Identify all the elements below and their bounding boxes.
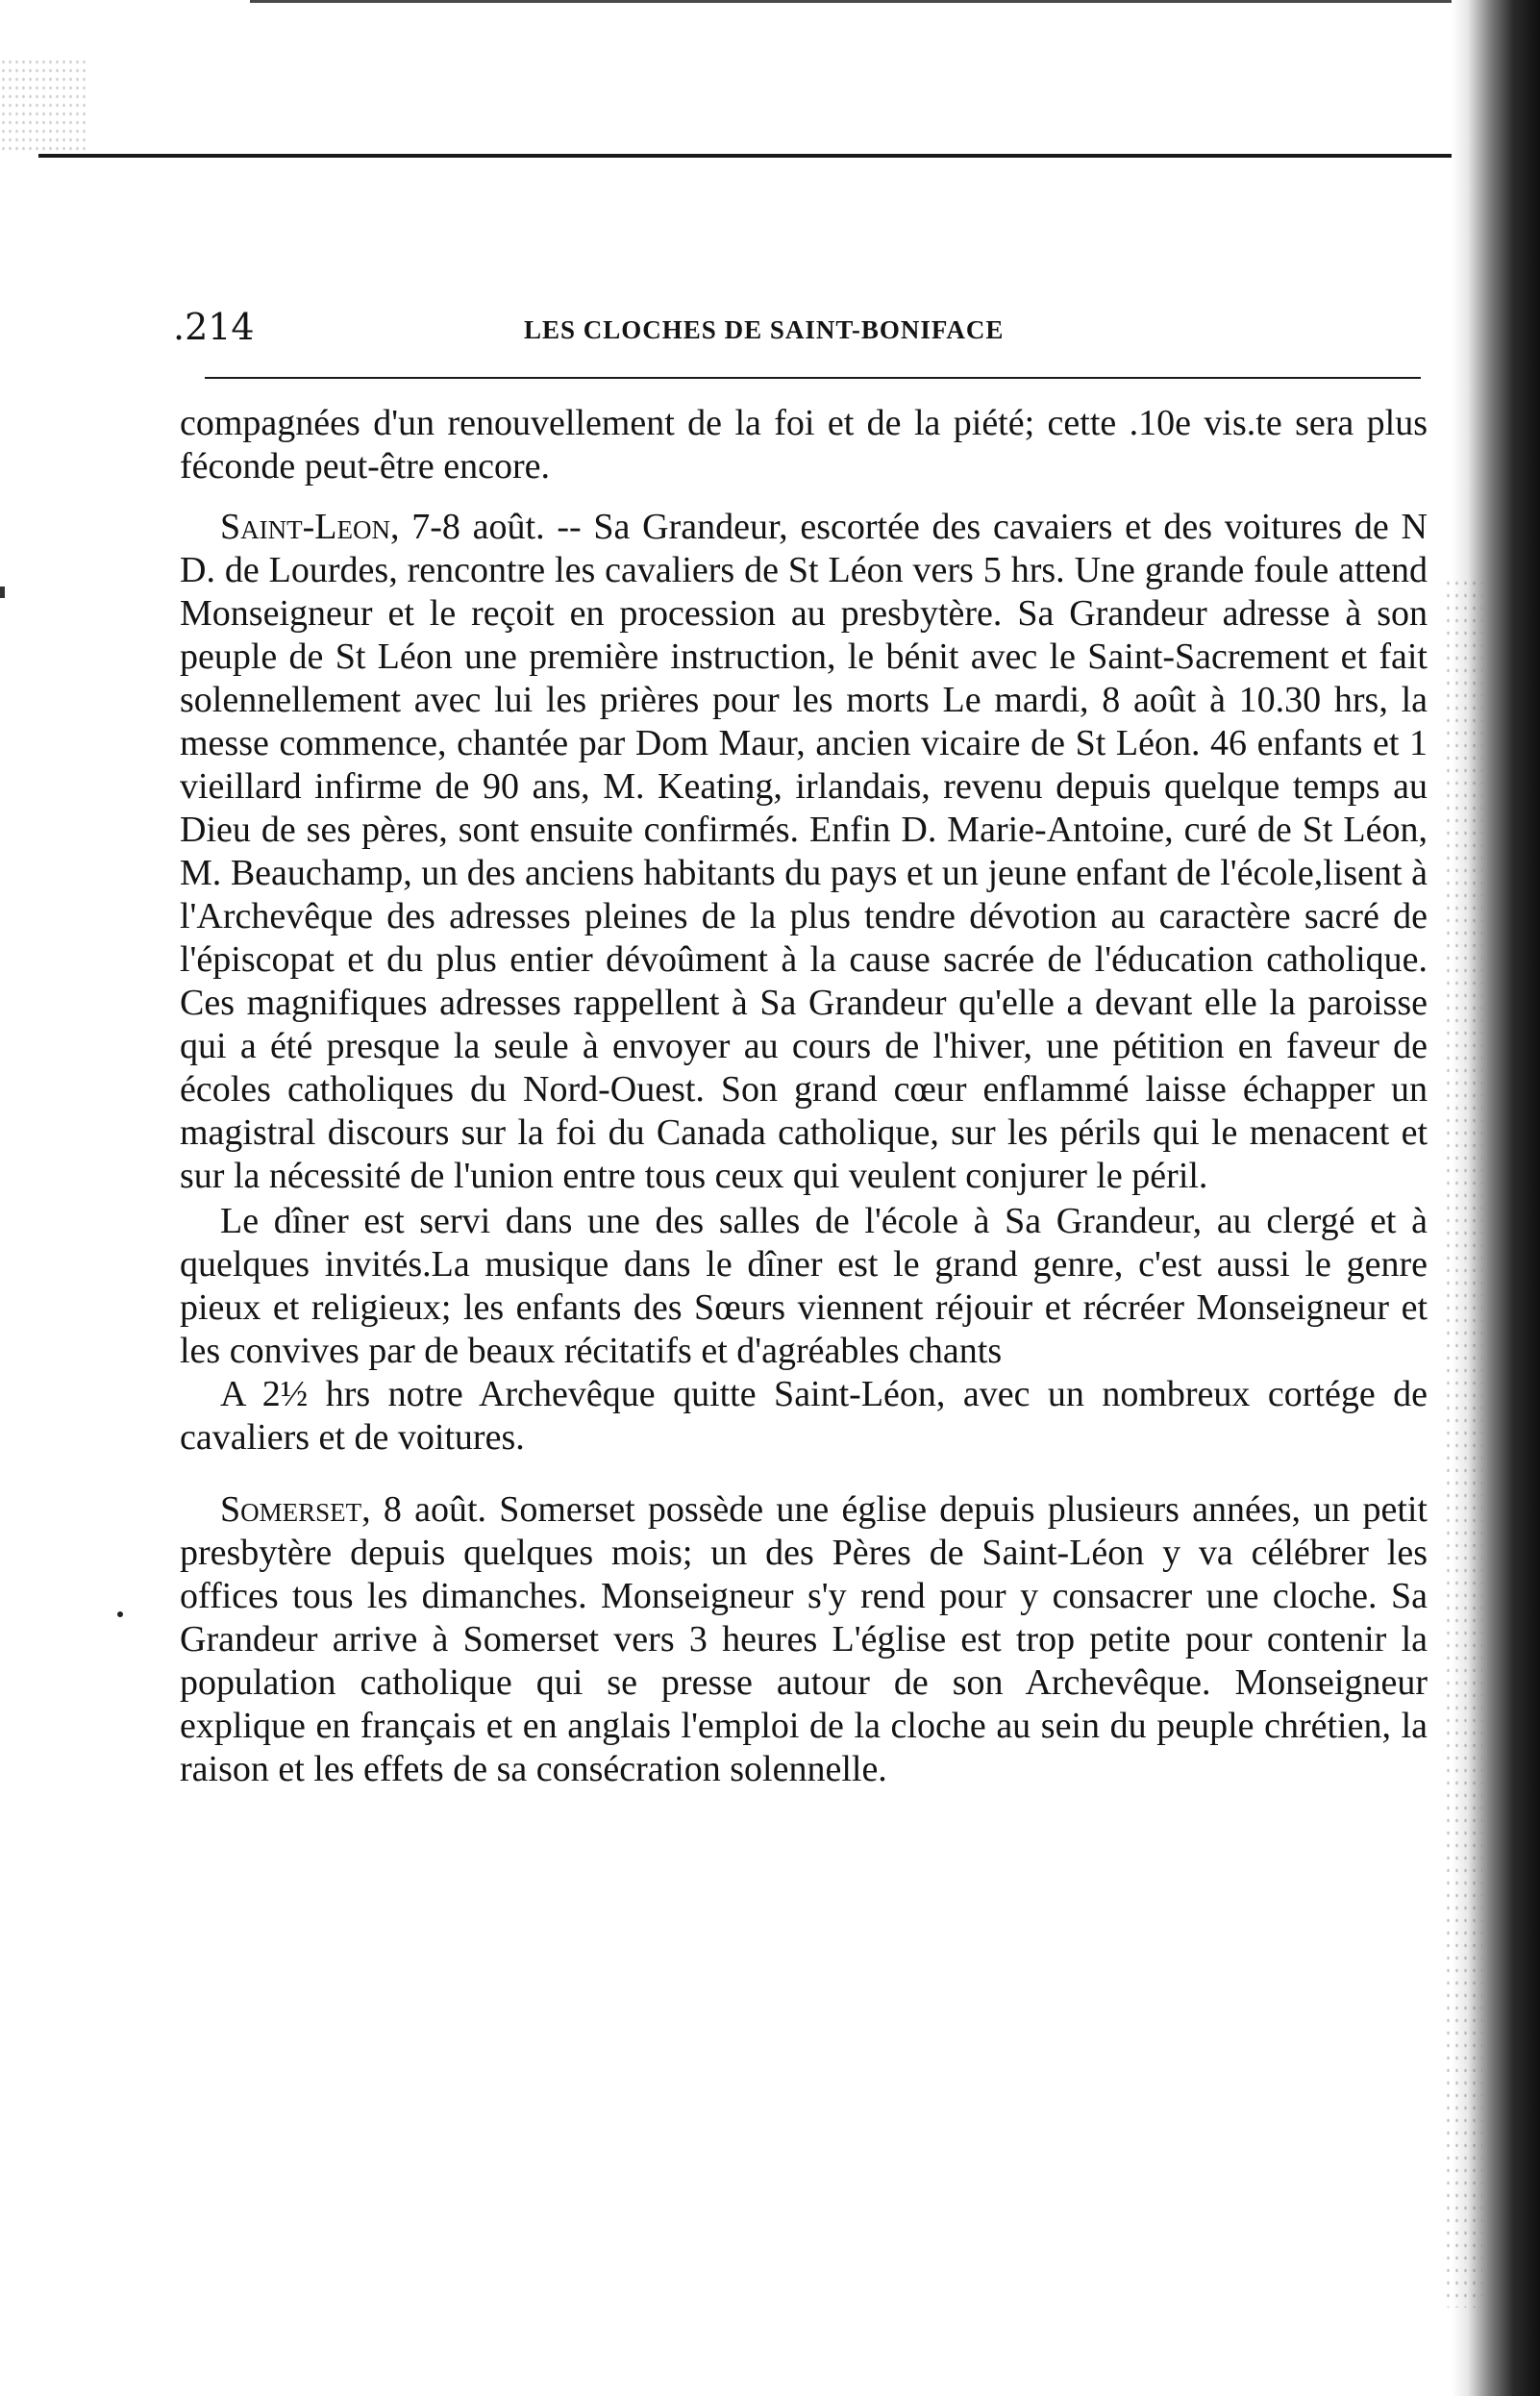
paragraph-continuation: [180, 402, 1428, 488]
paragraph-text: compagnées d'un renouvellement de la foi et de la piété; cette .10e vis.te sera plus féconde peut-être encore.: [180, 403, 1428, 487]
header-rule: [205, 377, 1421, 379]
page-header: [173, 306, 1413, 354]
top-scan-border: [38, 154, 1452, 158]
paragraph-text: Le dîner est servi dans une des salles de l'école à Sa Grandeur, au clergé et à quelques invités.La musique dans le dîner est le grand genre, c'est aussi le genre pieux et religieux; les enfants des Sœurs viennent réjouir et récréer Monseigneur et les convives par de beaux récitatifs et d'agréables chants: [180, 1201, 1428, 1371]
place-heading-saint-leon: Saint-Leon,: [220, 507, 400, 547]
scan-corner-speckle: [0, 58, 87, 154]
margin-mark: [0, 587, 5, 598]
top-page-edge-line: [250, 0, 1461, 3]
paragraph-text: 8 août. Somerset possède une église depuis plusieurs années, un petit presbytère depuis quelques mois; un des Pères de Saint-Léon y va célébrer les offices tous les dimanches. Monseigneur s'y rend pour y consacrer une cloche. Sa Grandeur arrive à Somerset vers 3 heures L'église est trop petite pour contenir la population catholique qui se presse autour de son Archevêque. Monseigneur explique en français et en anglais l'emploi de la cloche au sein du peuple chrétien, la raison et les effets de sa consécration solennelle.: [180, 1489, 1428, 1789]
margin-dot: [117, 1611, 123, 1617]
paragraph-somerset: [180, 1488, 1428, 1791]
body-text: [180, 402, 1428, 1791]
place-heading-somerset: Somerset,: [220, 1489, 371, 1530]
page-edge-speckle: [1444, 577, 1482, 2308]
paragraph-text: A 2½ hrs notre Archevêque quitte Saint-Léon, avec un nombreux cortége de cavaliers et de voitures.: [180, 1374, 1428, 1458]
paragraph-depart: [180, 1373, 1428, 1460]
paragraph-diner: [180, 1200, 1428, 1373]
paragraph-saint-leon: [180, 506, 1428, 1198]
page-number: .214: [173, 306, 255, 348]
running-title: LES CLOCHES DE SAINT-BONIFACE: [524, 315, 1005, 344]
paragraph-text: 7-8 août. -- Sa Grandeur, escortée des cavaiers et des voitures de N D. de Lourdes, rencontre les cavaliers de St Léon vers 5 hrs. Une grande foule attend Monseigneur et le reçoit en procession au presbytère. Sa Grandeur adresse à son peuple de St Léon une première instruction, le bénit avec le Saint-Sacrement et fait solennellement avec lui les prières pour les morts Le mardi, 8 août à 10.30 hrs, la messe commence, chantée par Dom Maur, ancien vicaire de St Léon. 46 enfants et 1 vieillard infirme de 90 ans, M. Keating, irlandais, revenu depuis quelque temps au Dieu de ses pères, sont ensuite confirmés. Enfin D. Marie-Antoine, curé de St Léon, M. Beauchamp, un des anciens habitants du pays et un jeune enfant de l'école,lisent à l'Archevêque des adresses pleines de la plus tendre dévotion au caractère sacré de l'épiscopat et du plus entier dévoûment à la cause sacrée de l'éducation catholique. Ces magnifiques adresses rappellent à Sa Grandeur qu'elle a devant elle la paroisse qui a été presque la seule à envoyer au cours de l'hiver, une pétition en faveur de écoles catholiques du Nord-Ouest. Son grand cœur enflammé laisse échapper un magistral discours sur la foi du Canada catholique, sur les périls qui le menacent et sur la nécessité de l'union entre tous ceux qui veulent conjurer le péril.: [180, 507, 1428, 1196]
